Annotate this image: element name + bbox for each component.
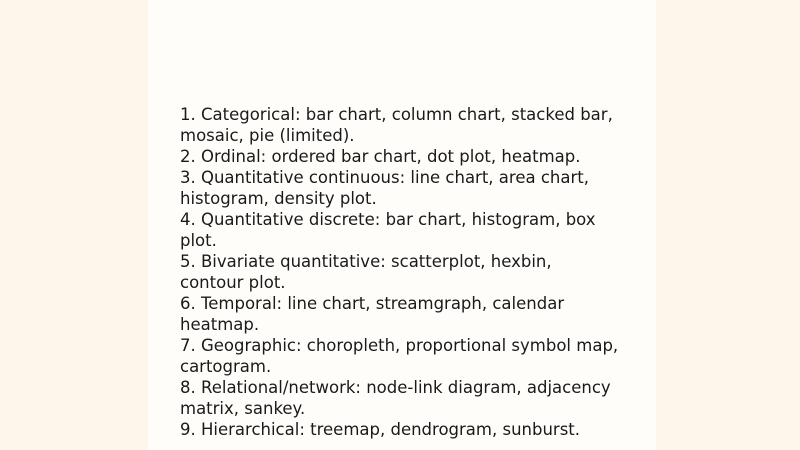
- list-item: 9. Hierarchical: treemap, dendrogram, sunburst.: [180, 420, 581, 439]
- list-item: 5. Bivariate quantitative: scatterplot, hexbin, contour plot.: [180, 252, 552, 292]
- list-item: 8. Relational/network: node-link diagram, adjacency matrix, sankey.: [180, 378, 611, 418]
- list-item: 7. Geographic: choropleth, proportional symbol map, cartogram.: [180, 336, 619, 376]
- chart-type-list: [180, 104, 620, 440]
- document-page: [148, 0, 656, 450]
- list-item: 2. Ordinal: ordered bar chart, dot plot, heatmap.: [180, 147, 581, 166]
- list-item: 1. Categorical: bar chart, column chart, stacked bar, mosaic, pie (limited).: [180, 105, 613, 145]
- list-item: 6. Temporal: line chart, streamgraph, calendar heatmap.: [180, 294, 565, 334]
- list-item: 3. Quantitative continuous: line chart, area chart, histogram, density plot.: [180, 168, 589, 208]
- list-item: 4. Quantitative discrete: bar chart, histogram, box plot.: [180, 210, 596, 250]
